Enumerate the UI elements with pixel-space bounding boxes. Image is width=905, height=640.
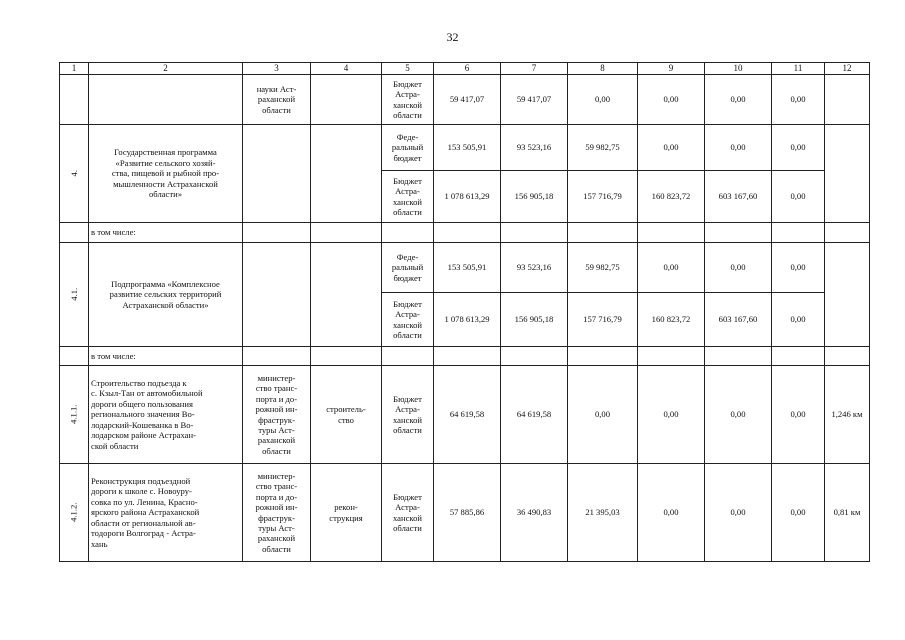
including-label: в том числе: [89, 223, 243, 243]
length-cell: 0,81 км [825, 464, 870, 562]
cell-empty [705, 223, 772, 243]
cell-empty [243, 125, 311, 223]
work-type: строитель- ство [311, 366, 382, 464]
value-cell: 0,00 [568, 366, 638, 464]
value-cell: 153 505,91 [434, 243, 501, 293]
value-cell: 57 885,86 [434, 464, 501, 562]
cell-empty [825, 243, 870, 347]
cell-empty [243, 223, 311, 243]
cell-empty [434, 223, 501, 243]
value-cell: 59 982,75 [568, 243, 638, 293]
cell-empty [311, 75, 382, 125]
cell-empty [501, 347, 568, 366]
table-row [60, 464, 870, 562]
funding-source: Бюджет Астра- ханской области [382, 171, 434, 223]
budget-table [59, 62, 870, 562]
cell-empty [311, 223, 382, 243]
value-cell: 93 523,16 [501, 125, 568, 171]
col-header: 12 [825, 63, 870, 75]
value-cell: 0,00 [772, 293, 825, 347]
cell-empty [638, 347, 705, 366]
value-cell: 64 619,58 [434, 366, 501, 464]
value-cell: 160 823,72 [638, 171, 705, 223]
value-cell: 0,00 [705, 75, 772, 125]
cell-empty [382, 347, 434, 366]
col-header: 6 [434, 63, 501, 75]
col-header: 7 [501, 63, 568, 75]
row-number [60, 243, 89, 347]
table-row [60, 125, 870, 171]
value-cell: 0,00 [705, 464, 772, 562]
value-cell: 603 167,60 [705, 171, 772, 223]
cell-empty [825, 75, 870, 125]
value-cell: 0,00 [772, 366, 825, 464]
col-header: 3 [243, 63, 311, 75]
cell-empty [772, 223, 825, 243]
header-row [60, 63, 870, 75]
col-header: 9 [638, 63, 705, 75]
value-cell: 157 716,79 [568, 293, 638, 347]
value-cell: 156 905,18 [501, 171, 568, 223]
cell-empty [501, 223, 568, 243]
value-cell: 0,00 [705, 243, 772, 293]
executor-cell: министер- ство транс- порта и до- рожной ин- фраструк- туры Аст- раханской области [243, 366, 311, 464]
row-number-text: 4.1.2. [68, 502, 79, 523]
value-cell: 0,00 [638, 125, 705, 171]
cell-empty [705, 347, 772, 366]
value-cell: 59 982,75 [568, 125, 638, 171]
value-cell: 59 417,07 [501, 75, 568, 125]
cell-empty [243, 243, 311, 347]
cell-empty [825, 347, 870, 366]
value-cell: 93 523,16 [501, 243, 568, 293]
cell-empty [311, 347, 382, 366]
subprogram-name: Подпрограмма «Комплексное развитие сельских территорий Астраханской области» [89, 243, 243, 347]
value-cell: 0,00 [772, 75, 825, 125]
value-cell: 21 395,03 [568, 464, 638, 562]
cell-empty [382, 223, 434, 243]
row-number [60, 366, 89, 464]
value-cell: 0,00 [772, 464, 825, 562]
cell-empty [243, 347, 311, 366]
page-number: 32 [446, 30, 459, 44]
cell-empty [60, 223, 89, 243]
cell-empty [60, 347, 89, 366]
funding-source: Бюджет Астра- ханской области [382, 366, 434, 464]
table-row [60, 223, 870, 243]
col-header: 5 [382, 63, 434, 75]
cell-empty [568, 347, 638, 366]
executor-cell: науки Аст- раханской области [243, 75, 311, 125]
cell-empty [60, 75, 89, 125]
value-cell: 160 823,72 [638, 293, 705, 347]
funding-source: Бюджет Астра- ханской области [382, 464, 434, 562]
work-type: рекон- струкция [311, 464, 382, 562]
col-header: 4 [311, 63, 382, 75]
cell-empty [825, 223, 870, 243]
value-cell: 0,00 [705, 366, 772, 464]
row-number-text: 4.1. [68, 288, 79, 301]
cell-empty [311, 125, 382, 223]
cell-empty [825, 125, 870, 223]
cell-empty [311, 243, 382, 347]
col-header: 11 [772, 63, 825, 75]
funding-source: Бюджет Астра- ханской области [382, 75, 434, 125]
value-cell: 0,00 [638, 243, 705, 293]
object-name: Строительство подъезда к с. Кзыл-Тан от автомобильной дороги общего пользования регионального значения Во- лодарский-Кошеванка в Во- лодарском районе Астрахан- ской области [89, 366, 243, 464]
executor-cell: министер- ство транс- порта и до- рожной ин- фраструк- туры Аст- раханской области [243, 464, 311, 562]
col-header: 1 [60, 63, 89, 75]
col-header: 8 [568, 63, 638, 75]
value-cell: 0,00 [772, 243, 825, 293]
cell-empty [434, 347, 501, 366]
value-cell: 0,00 [705, 125, 772, 171]
cell-empty [568, 223, 638, 243]
value-cell: 1 078 613,29 [434, 293, 501, 347]
value-cell: 1 078 613,29 [434, 171, 501, 223]
row-number [60, 125, 89, 223]
program-name: Государственная программа «Развитие сельского хозяй- ства, пищевой и рыбной про- мышленности Астраханской области» [89, 125, 243, 223]
funding-source: Бюджет Астра- ханской области [382, 293, 434, 347]
value-cell: 157 716,79 [568, 171, 638, 223]
length-cell: 1,246 км [825, 366, 870, 464]
value-cell: 153 505,91 [434, 125, 501, 171]
table-row [60, 347, 870, 366]
table-row [60, 366, 870, 464]
col-header: 2 [89, 63, 243, 75]
row-number [60, 464, 89, 562]
funding-source: Феде- ральный бюджет [382, 125, 434, 171]
value-cell: 0,00 [772, 171, 825, 223]
table-row [60, 243, 870, 293]
value-cell: 603 167,60 [705, 293, 772, 347]
cell-empty [89, 75, 243, 125]
value-cell: 156 905,18 [501, 293, 568, 347]
row-number-text: 4. [68, 170, 79, 177]
value-cell: 59 417,07 [434, 75, 501, 125]
object-name: Реконструкция подъездной дороги к школе с. Новоуру- совка по ул. Ленина, Красно- ярского района Астраханской области от региональной ав- тодороги Волгоград - Астра- хань [89, 464, 243, 562]
table-row [60, 75, 870, 125]
cell-empty [638, 223, 705, 243]
value-cell: 0,00 [638, 366, 705, 464]
value-cell: 36 490,83 [501, 464, 568, 562]
value-cell: 0,00 [638, 464, 705, 562]
value-cell: 0,00 [638, 75, 705, 125]
value-cell: 0,00 [568, 75, 638, 125]
value-cell: 0,00 [772, 125, 825, 171]
funding-source: Феде- ральный бюджет [382, 243, 434, 293]
row-number-text: 4.1.1. [68, 404, 79, 425]
including-label: в том числе: [89, 347, 243, 366]
col-header: 10 [705, 63, 772, 75]
value-cell: 64 619,58 [501, 366, 568, 464]
cell-empty [772, 347, 825, 366]
